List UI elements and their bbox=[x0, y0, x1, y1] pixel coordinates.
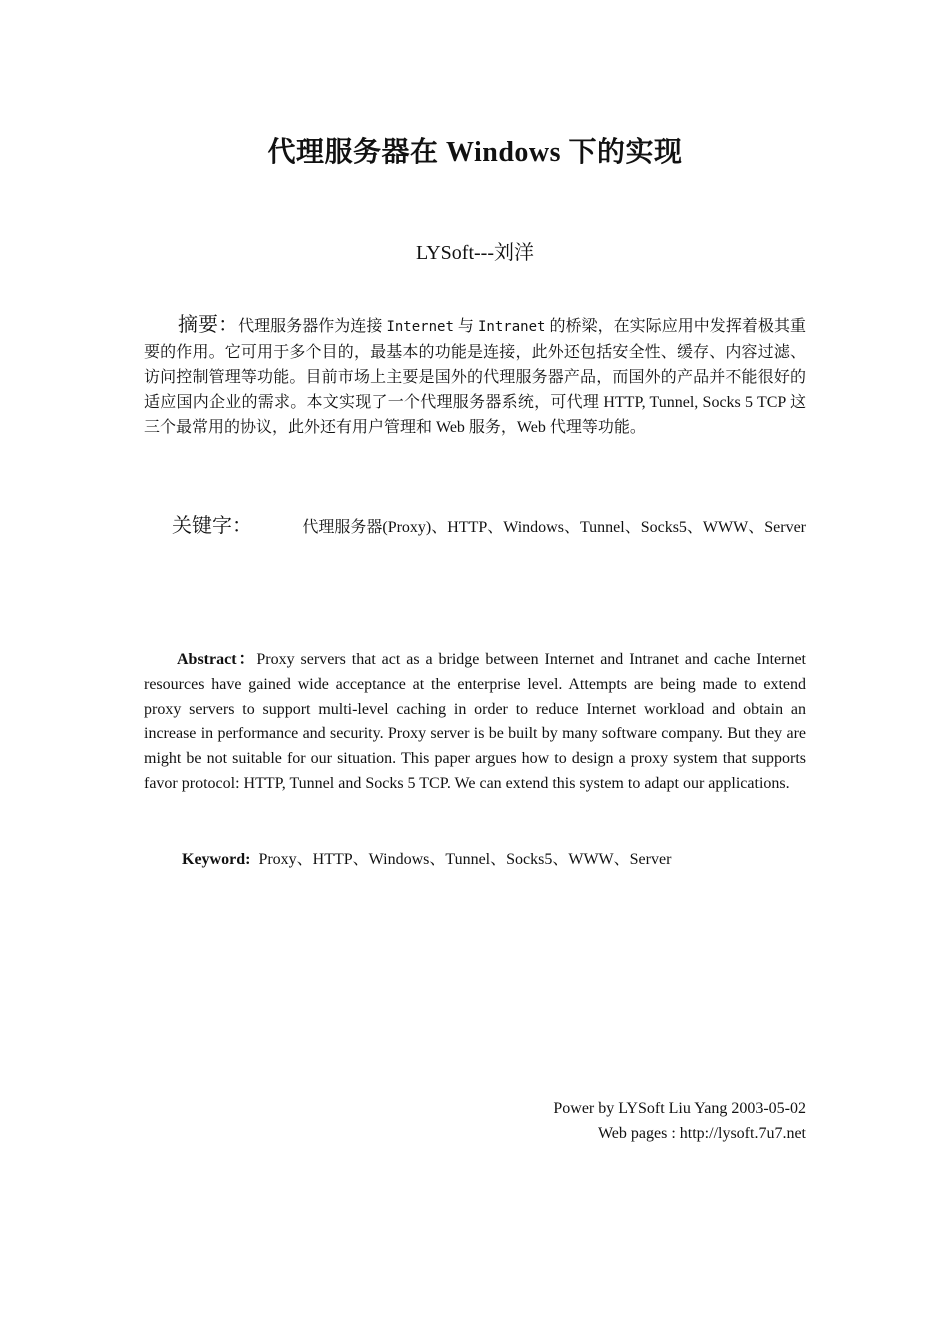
chinese-keywords-text: 代理服务器(Proxy)、HTTP、Windows、Tunnel、Socks5、WWW、Server bbox=[302, 519, 806, 536]
chinese-abstract-intranet: Intranet bbox=[478, 319, 546, 335]
chinese-abstract-text-3: 的桥梁，在实际应用中发挥着极其重要的作用。它可用于多个目的，最基本的功能是连接，此外还包括安全性、缓存、内容过滤、访问控制管理等功能。目前市场上主要是国外的代理服务器产品，而国外的产品并不能很好的适应国内企业的需求。本文实现了一个代理服务器系统，可代理 HTTP, Tunnel, Socks 5 TCP 这三个最常用的协议，此外还有用户管理和 Web 服务，Web 代理等功能。 bbox=[144, 318, 806, 436]
page-title: 代理服务器在 Windows 下的实现 bbox=[267, 137, 683, 168]
chinese-abstract bbox=[144, 312, 806, 440]
footer-credit: Power by LYSoft Liu Yang 2003-05-02 bbox=[553, 1100, 806, 1117]
english-keywords-label: Keyword: bbox=[182, 851, 251, 868]
chinese-keywords-label: 关键字： bbox=[172, 513, 252, 537]
english-keywords bbox=[144, 848, 806, 872]
english-abstract bbox=[144, 648, 806, 797]
footer bbox=[144, 1096, 806, 1146]
english-keywords-text: Proxy、HTTP、Windows、Tunnel、Socks5、WWW、Server bbox=[258, 851, 672, 868]
author-line: LYSoft---刘洋 bbox=[416, 242, 534, 264]
chinese-abstract-label: 摘要： bbox=[178, 312, 239, 336]
chinese-abstract-text-1: 代理服务器作为连接 bbox=[238, 318, 387, 335]
english-abstract-text: Proxy servers that act as a bridge between Internet and Intranet and cache Internet resources have gained wide acceptance at the enterprise level. Attempts are being made to extend proxy servers to support multi-level caching in order to reduce Internet workload and obtain an increase in performance and security. Proxy server is be built by many software company. But they are might be not suitable for our situation. This paper argues how to design a proxy system that supports favor protocol: HTTP, Tunnel and Socks 5 TCP. We can extend this system to adapt our applications. bbox=[144, 651, 806, 792]
chinese-abstract-internet: Internet bbox=[386, 319, 454, 335]
footer-web-pages: Web pages : http://lysoft.7u7.net bbox=[597, 1125, 806, 1142]
english-abstract-label: Abstract： bbox=[177, 651, 257, 668]
chinese-abstract-text-2: 与 bbox=[453, 318, 478, 335]
chinese-keywords bbox=[144, 510, 806, 543]
